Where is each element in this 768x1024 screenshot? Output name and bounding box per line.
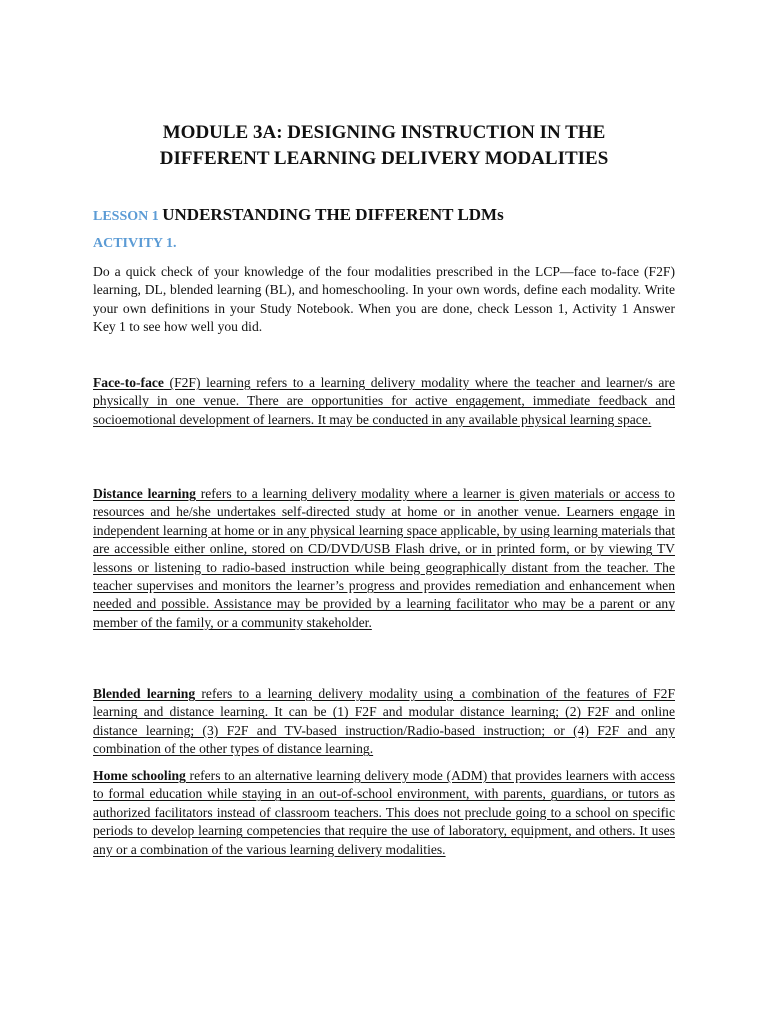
definition-blended-learning bbox=[93, 685, 675, 759]
intro-paragraph: Do a quick check of your knowledge of the four modalities prescribed in the LCP—face to-face (F2F) learning, DL, blended learning (BL), and homeschooling. In your own words, define each modality. Write your own definitions in your Study Notebook. When you are done, check Lesson 1, Activity 1 Answer Key 1 to see how well you did. bbox=[93, 264, 675, 335]
definition-text-face-to-face: (F2F) learning refers to a learning delivery modality where the teacher and learner/s are physically in one venue. There are opportunities for active engagement, immediate feedback and socioemotional development of learners. It may be conducted in any available physical learning space. bbox=[93, 375, 675, 427]
definition-home-schooling bbox=[93, 767, 675, 859]
lesson-heading bbox=[93, 203, 504, 229]
module-title-line-1: MODULE 3A: DESIGNING INSTRUCTION IN THE bbox=[162, 122, 606, 143]
lesson-label: LESSON 1 bbox=[93, 209, 163, 224]
definition-distance-learning bbox=[93, 485, 675, 632]
definition-face-to-face bbox=[93, 374, 675, 429]
module-title bbox=[93, 120, 675, 172]
definition-term-blended-learning: Blended learning bbox=[93, 686, 196, 701]
definition-term-face-to-face: Face-to-face bbox=[93, 375, 164, 390]
definition-text-distance-learning: refers to a learning delivery modality where a learner is given materials or access to resources and he/she undertakes self-directed study at home or in another venue. Learners engage in independent learning at home or in any physical learning space applicable, by using learning materials that are accessible either online, stored on CD/DVD/USB Flash drive, or in printed form, or by viewing TV lessons or listening to radio-based instruction while being geographically distant from the teacher. The teacher supervises and monitors the learner’s progress and provides remediation and enhancement when needed and possible. Assistance may be provided by a learning facilitator who may be a parent or any member of the family, or a community stakeholder. bbox=[93, 486, 675, 630]
lesson-title: UNDERSTANDING THE DIFFERENT LDMs bbox=[162, 205, 504, 224]
definition-text-blended-learning: refers to a learning delivery modality using a combination of the features of F2F learning and distance learning. It can be (1) F2F and modular distance learning; (2) F2F and online distance learning; (3) F2F and TV-based instruction/Radio-based instruction; or (4) F2F and any combination of the other types of distance learning. bbox=[93, 686, 676, 757]
definition-text-home-schooling: refers to an alternative learning delivery mode (ADM) that provides learners with access to formal education while staying in an out-of-school environment, with parents, guardians, or tutors as authorized facilitators instead of classroom teachers. This does not preclude going to a school on specific periods to develop learning competencies that require the use of laboratory, equipment, and others. It uses any or a combination of the various learning delivery modalities. bbox=[93, 768, 675, 857]
module-title-line-2: DIFFERENT LEARNING DELIVERY MODALITIES bbox=[159, 148, 609, 169]
definition-term-distance-learning: Distance learning bbox=[93, 486, 196, 501]
definition-term-home-schooling: Home schooling bbox=[93, 768, 186, 783]
activity-heading: ACTIVITY 1. bbox=[93, 236, 177, 251]
